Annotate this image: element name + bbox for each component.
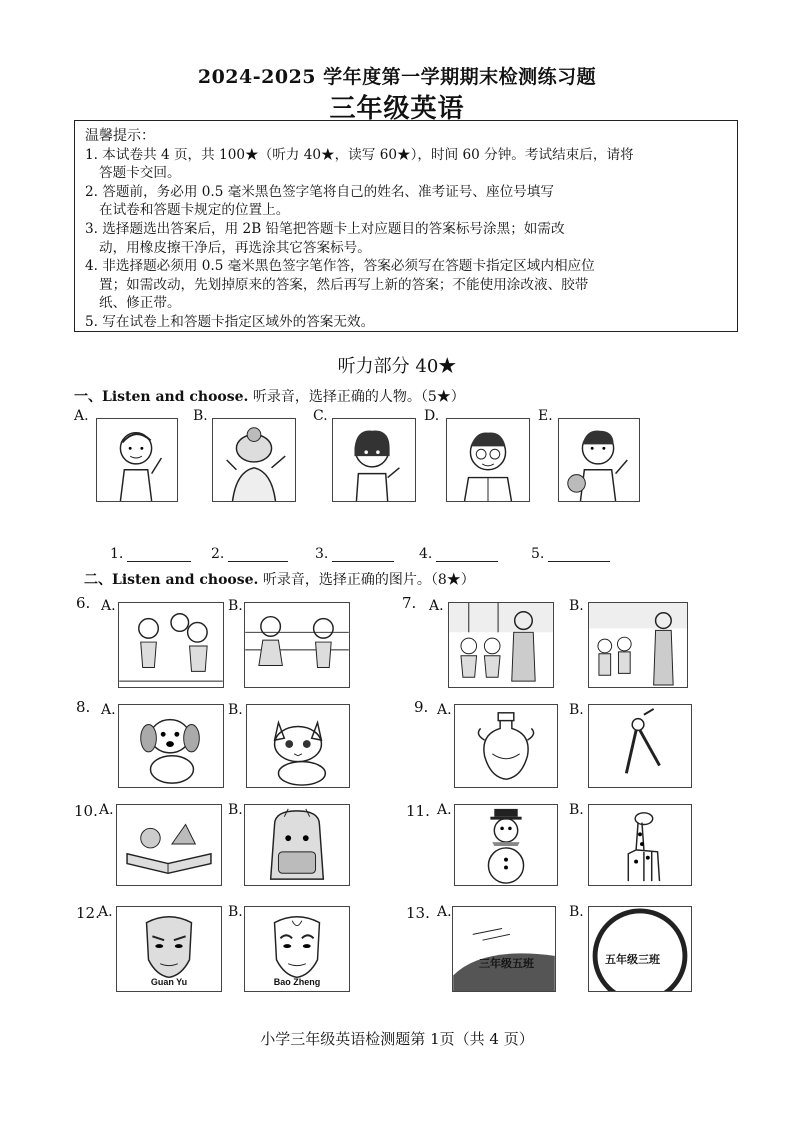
answer-blank-5[interactable] <box>531 546 610 562</box>
kids-playing-ball-image <box>118 602 224 688</box>
class-sign-b-image <box>588 906 692 992</box>
page-footer: 小学三年级英语检测题第 1页（共 4 页） <box>260 1030 534 1048</box>
question-7-number: 7. <box>402 594 417 612</box>
question-8-number: 8. <box>76 698 91 716</box>
notice-line: 置；如需改动，先划掉原来的答案，然后再写上新的答案；不能使用涂改液、胶带 <box>99 276 589 293</box>
teacher-with-students-image <box>448 602 554 688</box>
notice-line: 纸、修正带。 <box>99 295 181 312</box>
man-with-glasses-image <box>446 418 530 502</box>
grandma-image <box>212 418 296 502</box>
answer-blank-2[interactable] <box>211 546 288 562</box>
giraffe-image <box>588 804 692 886</box>
notice-line: 在试卷和答题卡规定的位置上。 <box>99 202 290 219</box>
class-sign-a-image <box>452 906 556 992</box>
part1-option-c: C. <box>313 408 328 424</box>
notice-line: 5. 写在试卷上和答题卡指定区域外的答案无效。 <box>85 313 375 330</box>
notice-box <box>74 120 738 332</box>
answer-blank-3[interactable] <box>315 546 394 562</box>
boy-waving-image <box>96 418 178 502</box>
notice-heading: 温馨提示： <box>85 128 155 144</box>
part1-option-e: E. <box>538 408 553 424</box>
open-book-image <box>116 804 222 886</box>
blank-number: 4. <box>419 546 433 562</box>
part2-heading <box>84 569 475 589</box>
notice-line: 答题卡交回。 <box>99 165 181 182</box>
students-meeting-teacher-image <box>588 602 688 688</box>
puppy-image <box>118 704 224 788</box>
question-9-option-b-label: B. <box>569 702 584 718</box>
question-11-option-b-label: B. <box>569 802 584 818</box>
snowman-image <box>454 804 558 886</box>
part2-heading-zh: 听录音，选择正确的图片。（8★） <box>262 572 475 588</box>
question-13-option-b-label: B. <box>569 904 584 920</box>
notice-line: 1. 本试卷共 4 页，共 100★（听力 40★，读写 60★），时间 60 分钟。考试结束后，请将 <box>85 146 634 163</box>
question-8-option-a-label: A. <box>101 702 116 718</box>
question-13-number: 13. <box>406 904 430 922</box>
question-13-option-a-label: A. <box>437 904 452 920</box>
question-6-number: 6. <box>76 594 91 612</box>
part2-heading-en: 二、Listen and choose. <box>84 572 259 588</box>
compass-tool-image <box>588 704 692 788</box>
question-6-option-a-label: A. <box>101 598 116 614</box>
blank-number: 1. <box>110 546 124 562</box>
question-12-option-a-label: A. <box>98 904 113 920</box>
notice-line: 3. 选择题选出答案后，用 2B 铅笔把答题卡上对应题目的答案标号涂黑；如需改 <box>85 220 565 237</box>
part1-heading-en: 一、Listen and choose. <box>74 389 249 405</box>
class-sign-b-text: 五年级三班 <box>605 953 660 966</box>
question-7-option-b-label: B. <box>569 598 584 614</box>
blank-number: 3. <box>315 546 329 562</box>
bao-zheng-caption: Bao Zheng <box>273 977 321 987</box>
guan-yu-caption: Guan Yu <box>150 977 188 987</box>
question-6-option-b-label: B. <box>228 598 243 614</box>
class-sign-a-text: 三年级五班 <box>479 957 534 970</box>
notice-line: 4. 非选择题必须用 0.5 毫米黑色签字笔作答，答案必须写在答题卡指定区域内相应位 <box>85 258 595 275</box>
question-8-option-b-label: B. <box>228 702 243 718</box>
guan-yu-mask-image <box>116 906 222 992</box>
question-9-number: 9. <box>414 698 429 716</box>
question-11-option-a-label: A. <box>437 802 452 818</box>
blank-number: 2. <box>211 546 225 562</box>
boy-with-ball-image <box>558 418 640 502</box>
girl-image <box>332 418 416 502</box>
answer-blank-4[interactable] <box>419 546 498 562</box>
backpack-image <box>244 804 350 886</box>
answer-blank-1[interactable] <box>110 546 191 562</box>
question-10-option-b-label: B. <box>228 802 243 818</box>
kids-at-fence-image <box>244 602 350 688</box>
kitten-image <box>246 704 350 788</box>
listening-section-title: 听力部分 40★ <box>337 356 457 377</box>
question-10-number: 10. <box>74 802 98 820</box>
part1-option-d: D. <box>424 408 440 424</box>
exam-subtitle: 三年级英语 <box>329 94 465 124</box>
exam-title: 2024-2025 学年度第一学期期末检测练习题 <box>197 66 597 88</box>
notice-line: 2. 答题前，务必用 0.5 毫米黑色签字笔将自己的姓名、准考证号、座位号填写 <box>85 183 554 200</box>
bao-zheng-mask-image <box>244 906 350 992</box>
vase-image <box>454 704 558 788</box>
question-9-option-a-label: A. <box>437 702 452 718</box>
question-12-number: 12. <box>76 904 100 922</box>
part1-heading <box>74 386 465 406</box>
question-11-number: 11. <box>406 802 430 820</box>
question-10-option-a-label: A. <box>99 802 114 818</box>
part1-option-b: B. <box>193 408 208 424</box>
question-12-option-b-label: B. <box>228 904 243 920</box>
part1-option-a: A. <box>74 408 89 424</box>
notice-line: 动，用橡皮擦干净后，再选涂其它答案标号。 <box>99 239 371 256</box>
question-7-option-a-label: A. <box>429 598 444 614</box>
blank-number: 5. <box>531 546 545 562</box>
part1-heading-zh: 听录音，选择正确的人物。（5★） <box>252 389 465 405</box>
